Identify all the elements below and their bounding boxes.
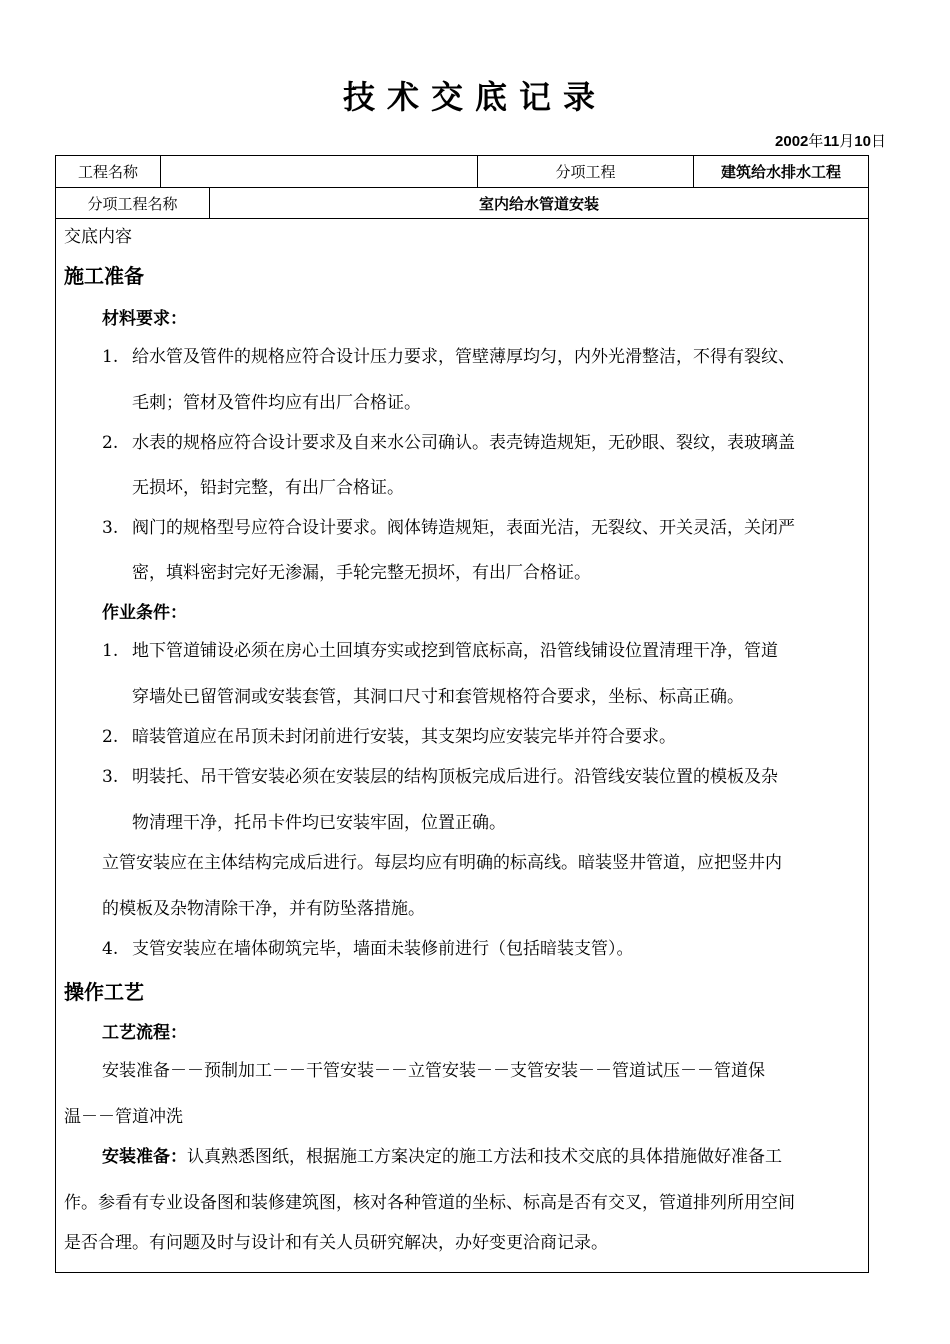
sub-project-value: 建筑给水排水工程 <box>693 156 868 187</box>
sub-project-label: 分项工程 <box>477 156 693 187</box>
material-item-1-cont: 毛刺；管材及管件均应有出厂合格证。 <box>132 393 421 413</box>
item-text: 水表的规格应符合设计要求及自来水公司确认。表壳铸造规矩，无砂眼、裂纹，表玻璃盖 <box>132 433 795 453</box>
item-number: 2. <box>102 433 119 453</box>
date-day-unit: 日 <box>870 132 886 150</box>
item-text: 明装托、吊干管安装必须在安装层的结构顶板完成后进行。沿管线安装位置的模板及杂 <box>132 767 778 787</box>
material-item-2-cont: 无损坏，铅封完整，有出厂合格证。 <box>132 478 404 498</box>
prep-paragraph-line2: 作。参看有专业设备图和装修建筑图，核对各种管道的坐标、标高是否有交叉，管道排列所用空间 <box>64 1193 795 1213</box>
prep-title: 安装准备： <box>102 1147 187 1167</box>
riser-paragraph-line2: 的模板及杂物清除干净，并有防坠落措施。 <box>102 899 425 919</box>
project-name-value <box>160 156 477 187</box>
material-item-3-cont: 密，填料密封完好无渗漏，手轮完整无损坏，有出厂合格证。 <box>132 563 591 583</box>
flow-title: 工艺流程： <box>102 1023 187 1043</box>
page-title: 技术交底记录 <box>342 78 607 116</box>
condition-item-3 <box>102 762 778 787</box>
riser-paragraph-line1: 立管安装应在主体结构完成后进行。每层均应有明确的标高线。暗装竖井管道，应把竖井内 <box>102 853 782 873</box>
record-table <box>55 155 869 1273</box>
material-item-3 <box>102 513 795 538</box>
project-name-label: 工程名称 <box>77 163 138 181</box>
header-row-2 <box>56 188 868 219</box>
item-number: 4. <box>102 939 119 959</box>
date-month-unit: 月 <box>839 132 855 150</box>
flow-line1: 安装准备－－预制加工－－干管安装－－立管安装－－支管安装－－管道试压－－管道保 <box>102 1061 765 1081</box>
item-number: 1. <box>102 641 119 661</box>
section-title-prep: 施工准备 <box>64 264 144 288</box>
date-year: 2002 <box>775 133 809 150</box>
item-number: 1. <box>102 347 119 367</box>
material-item-2 <box>102 428 795 453</box>
record-date <box>775 130 886 151</box>
item-number: 3. <box>102 767 119 787</box>
flow-line2: 温－－管道冲洗 <box>64 1107 183 1127</box>
materials-title: 材料要求： <box>102 309 187 329</box>
content-label: 交底内容 <box>64 227 132 247</box>
item-text: 暗装管道应在吊顶未封闭前进行安装，其支架均应安装完毕并符合要求。 <box>132 727 676 747</box>
sub-item-label: 分项工程名称 <box>87 194 178 213</box>
item-text: 给水管及管件的规格应符合设计压力要求，管壁薄厚均匀，内外光滑整洁，不得有裂纹、 <box>132 347 795 367</box>
date-day: 10 <box>854 133 871 150</box>
item-text: 阀门的规格型号应符合设计要求。阀体铸造规矩，表面光洁，无裂纹、开关灵活，关闭严 <box>132 518 795 538</box>
condition-item-4 <box>102 934 634 959</box>
prep-text: 认真熟悉图纸，根据施工方案决定的施工方法和技术交底的具体措施做好准备工 <box>187 1147 782 1167</box>
section-title-process: 操作工艺 <box>64 980 144 1004</box>
item-number: 2. <box>102 727 119 747</box>
item-text: 地下管道铺设必须在房心土回填夯实或挖到管底标高，沿管线铺设位置清理干净，管道 <box>132 641 778 661</box>
item-number: 3. <box>102 518 119 538</box>
prep-paragraph-line1 <box>102 1142 782 1167</box>
item-text: 支管安装应在墙体砌筑完毕，墙面未装修前进行（包括暗装支管）。 <box>132 939 634 959</box>
header-row-1 <box>56 156 868 188</box>
sub-item-value: 室内给水管道安装 <box>209 188 868 218</box>
condition-item-2 <box>102 722 676 747</box>
conditions-title: 作业条件： <box>102 603 187 623</box>
prep-paragraph-line3: 是否合理。有问题及时与设计和有关人员研究解决，办好变更洽商记录。 <box>64 1233 608 1253</box>
condition-item-3-cont: 物清理干净，托吊卡件均已安装牢固，位置正确。 <box>132 813 506 833</box>
date-year-unit: 年 <box>808 132 824 150</box>
condition-item-1 <box>102 636 778 661</box>
material-item-1 <box>102 342 795 367</box>
date-month: 11 <box>823 133 840 150</box>
condition-item-1-cont: 穿墙处已留管洞或安装套管，其洞口尺寸和套管规格符合要求，坐标、标高正确。 <box>132 687 744 707</box>
